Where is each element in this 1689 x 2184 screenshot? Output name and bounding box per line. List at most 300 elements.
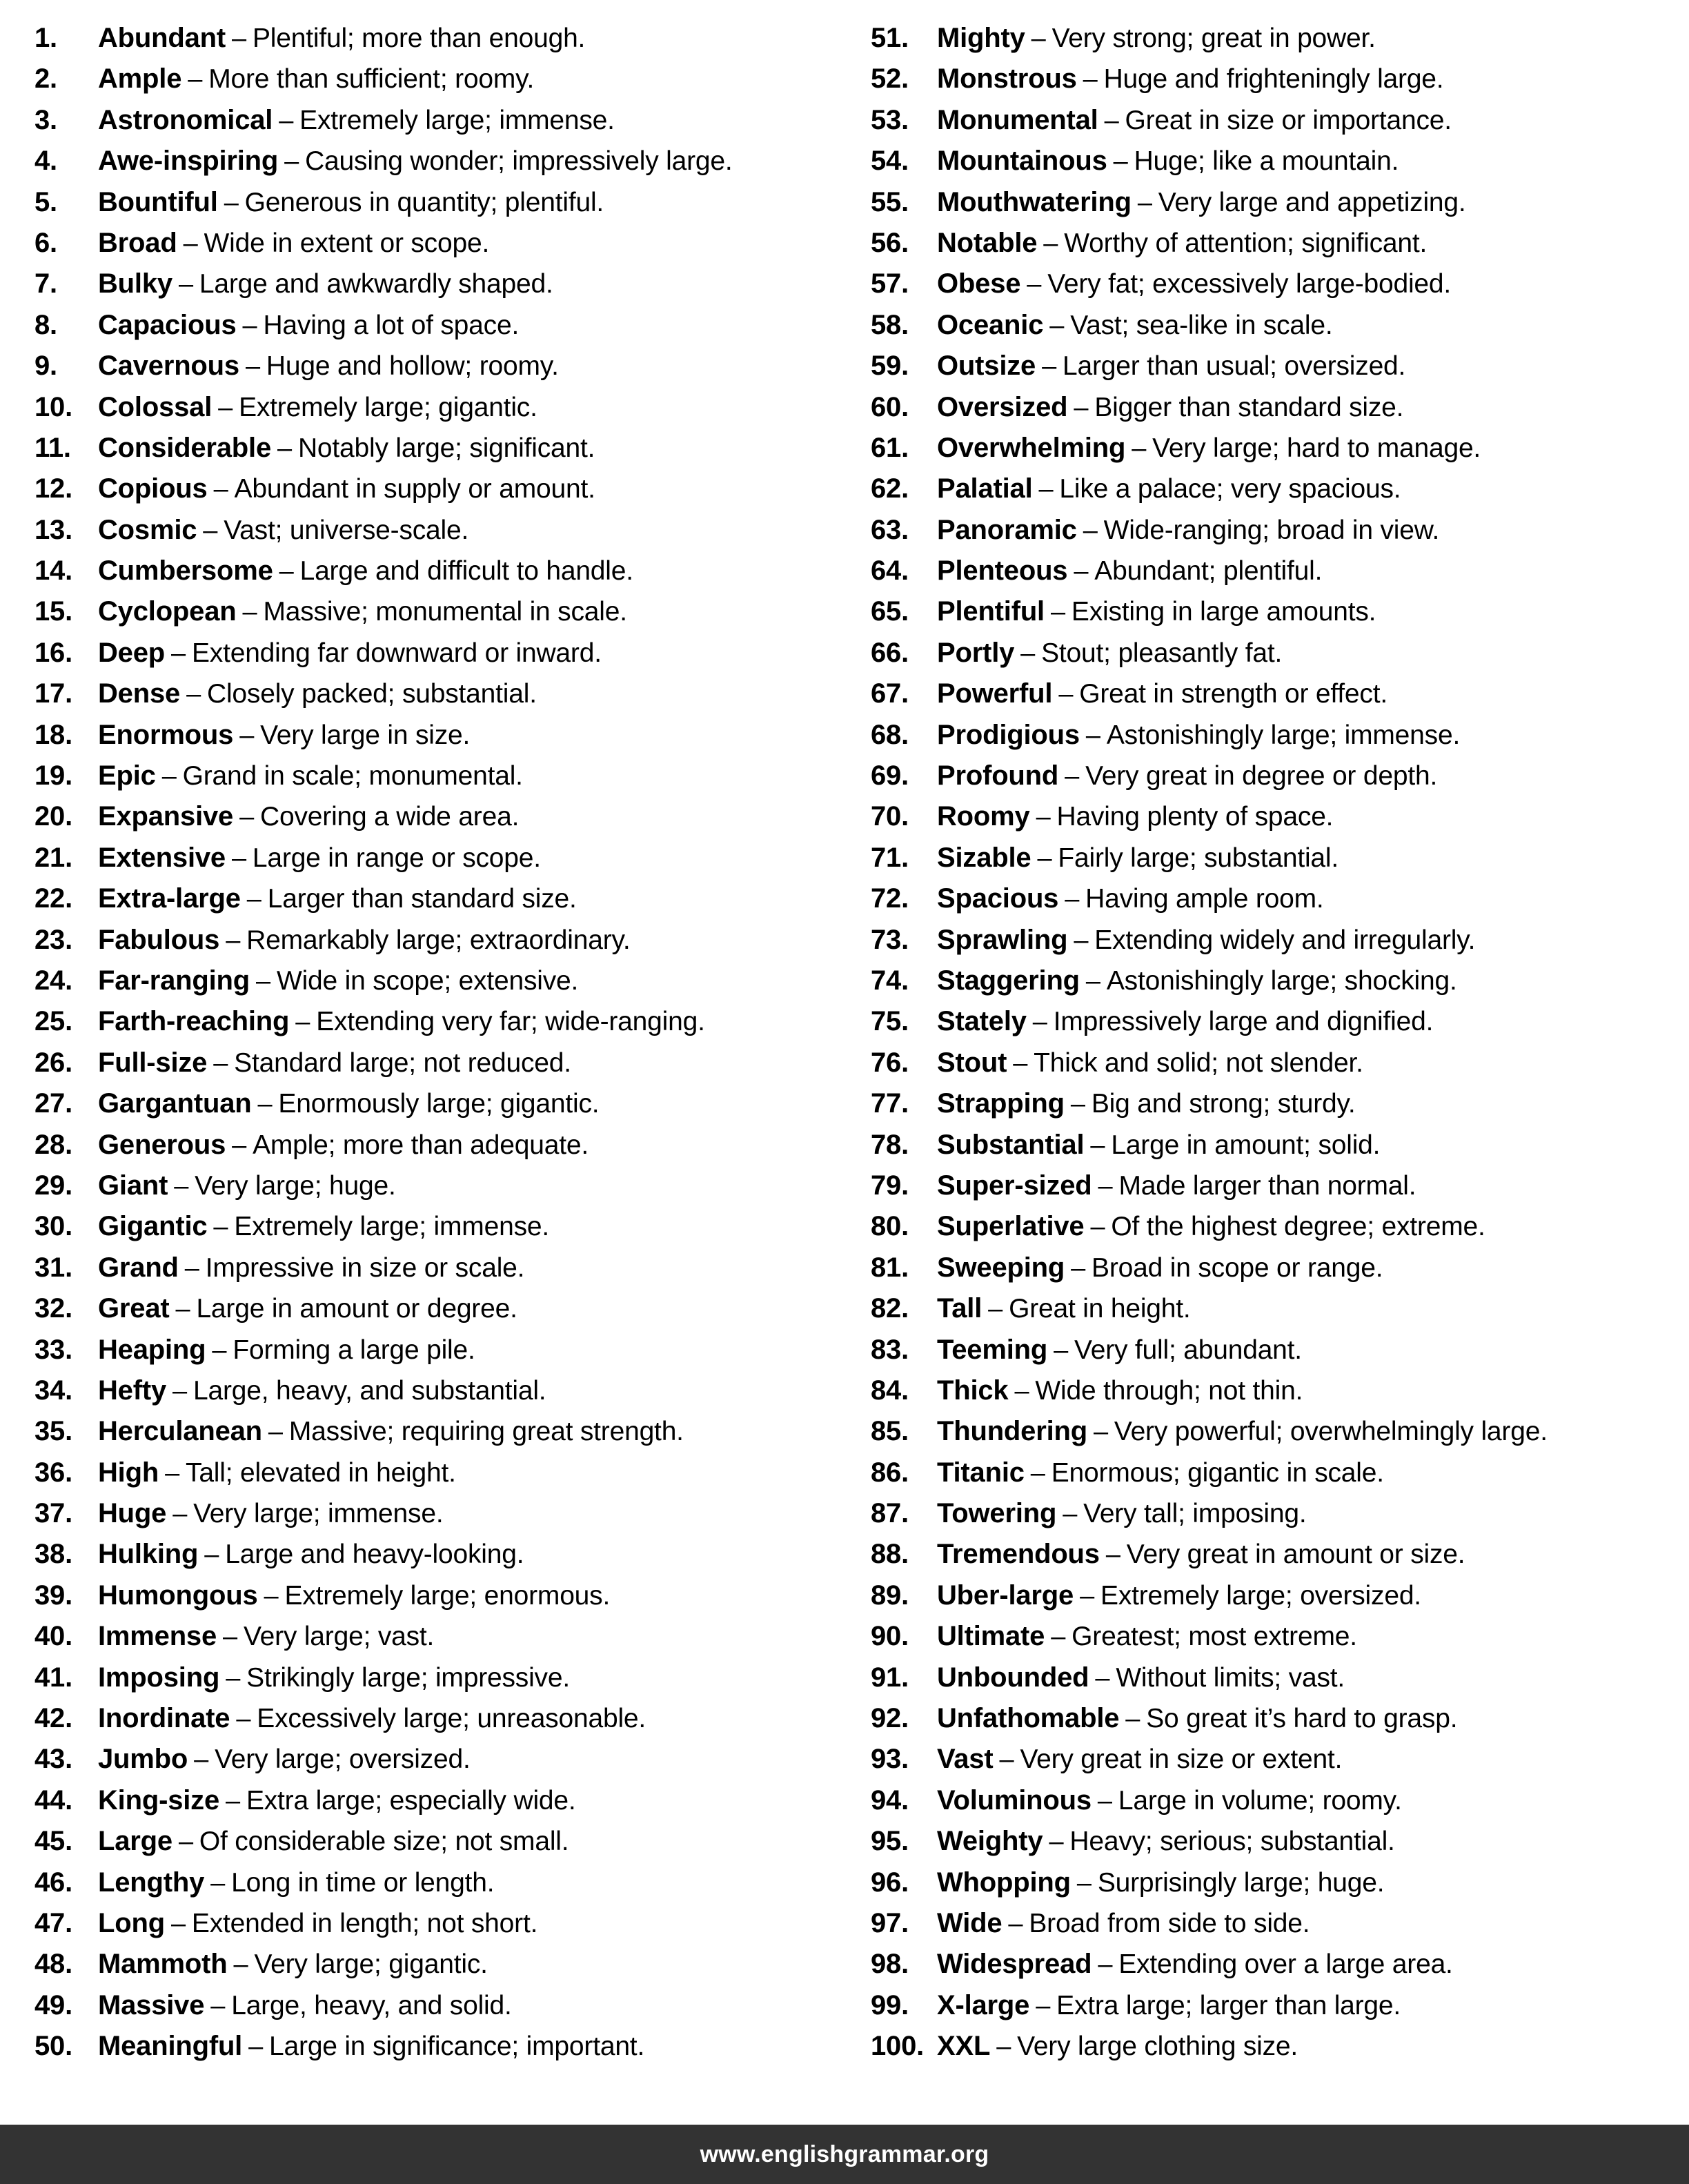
- list-item-number: 82.: [871, 1293, 909, 1324]
- list-item-separator: –: [1076, 1868, 1092, 1898]
- list-item-definition: Standard large; not reduced.: [234, 1047, 571, 1078]
- list-item-number: 83.: [871, 1334, 909, 1365]
- list-item-separator: –: [1097, 1786, 1112, 1816]
- list-item-separator: –: [224, 188, 239, 217]
- list-item-number: 91.: [871, 1662, 909, 1693]
- list-item-definition: Abundant; plentiful.: [1094, 556, 1323, 587]
- list-item-separator: –: [1036, 803, 1051, 832]
- list-item-definition: Very large; oversized.: [215, 1744, 471, 1775]
- list-item-word: Hulking: [98, 1539, 199, 1570]
- list-item: [871, 1165, 1668, 1206]
- list-item-word: Grand: [98, 1252, 179, 1283]
- list-item: [871, 1330, 1668, 1370]
- list-item: [871, 715, 1668, 756]
- list-item-number: 22.: [34, 883, 73, 914]
- list-item-separator: –: [1083, 515, 1098, 545]
- list-item-separator: –: [1095, 1663, 1110, 1693]
- list-item-definition: Wide in extent or scope.: [204, 228, 490, 258]
- list-item-separator: –: [242, 598, 257, 627]
- list-item-separator: –: [1042, 352, 1057, 382]
- list-item-word: Super-sized: [937, 1170, 1092, 1201]
- list-item: [34, 387, 840, 428]
- list-item-number: 16.: [34, 637, 73, 668]
- list-item-number: 13.: [34, 514, 73, 545]
- list-item-definition: Vast; sea-like in scale.: [1070, 310, 1333, 340]
- list-item-definition: Remarkably large; extraordinary.: [246, 925, 631, 955]
- list-item-word: Widespread: [937, 1949, 1092, 1980]
- list-item-separator: –: [236, 1704, 251, 1734]
- list-item-definition: Causing wonder; impressively large.: [305, 146, 733, 177]
- list-item-separator: –: [233, 1950, 248, 1980]
- list-item-word: Tremendous: [937, 1539, 1100, 1570]
- list-item-definition: Very fat; excessively large-bodied.: [1047, 269, 1452, 299]
- list-item: [871, 1616, 1668, 1657]
- list-item-number: 93.: [871, 1744, 909, 1775]
- list-item-separator: –: [184, 1253, 199, 1283]
- list-item-word: Profound: [937, 760, 1059, 791]
- list-item-number: 96.: [871, 1867, 909, 1898]
- list-item-separator: –: [218, 393, 233, 422]
- list-item: [34, 1288, 840, 1329]
- list-item: [34, 1862, 840, 1903]
- list-item-separator: –: [1020, 638, 1036, 668]
- list-item-separator: –: [204, 1540, 219, 1570]
- list-item-number: 48.: [34, 1949, 73, 1980]
- list-item-definition: Enormous; gigantic in scale.: [1051, 1457, 1384, 1488]
- list-item-number: 58.: [871, 309, 909, 340]
- list-item-number: 9.: [34, 351, 57, 382]
- list-item: [34, 961, 840, 1001]
- list-item-number: 78.: [871, 1129, 909, 1160]
- list-item-number: 57.: [871, 268, 909, 299]
- list-item: [34, 1165, 840, 1206]
- list-item-number: 73.: [871, 924, 909, 955]
- list-item-separator: –: [1071, 1253, 1086, 1283]
- list-item-separator: –: [232, 24, 246, 53]
- list-item-separator: –: [1043, 228, 1058, 258]
- list-item-definition: Very large in size.: [260, 720, 471, 750]
- list-item-definition: Extra large; larger than large.: [1056, 1990, 1401, 2020]
- list-item-word: Cavernous: [98, 351, 239, 382]
- list-item-separator: –: [1031, 24, 1046, 53]
- list-item-definition: Having a lot of space.: [263, 310, 520, 340]
- list-item-word: Obese: [937, 268, 1021, 299]
- list-item: [871, 1411, 1668, 1452]
- list-item-definition: Wide through; not thin.: [1035, 1375, 1303, 1406]
- list-item: [871, 796, 1668, 837]
- list-item-definition: Extremely large; immense.: [299, 105, 615, 135]
- list-item: [34, 1370, 840, 1411]
- list-item: [871, 1125, 1668, 1165]
- list-item-definition: Surprisingly large; huge.: [1097, 1867, 1385, 1898]
- list-item-separator: –: [226, 925, 241, 955]
- list-item-definition: Strikingly large; impressive.: [246, 1662, 570, 1693]
- list-item-separator: –: [1032, 1007, 1047, 1037]
- list-item-separator: –: [178, 270, 193, 299]
- list-item-definition: Huge and hollow; roomy.: [266, 351, 559, 382]
- list-item-definition: Excessively large; unreasonable.: [257, 1704, 646, 1734]
- list-item-separator: –: [1137, 188, 1152, 217]
- right-column: [844, 18, 1672, 2078]
- list-item-number: 85.: [871, 1416, 909, 1447]
- list-item-word: Prodigious: [937, 719, 1080, 750]
- list-item-separator: –: [1090, 1130, 1105, 1160]
- list-item-word: Plenteous: [937, 555, 1068, 587]
- list-item-definition: Massive; requiring great strength.: [288, 1417, 684, 1447]
- footer-website-label: www.englishgrammar.org: [700, 2141, 989, 2167]
- list-item-word: Great: [98, 1293, 170, 1324]
- list-item-separator: –: [1051, 1622, 1066, 1652]
- list-item-word: Unfathomable: [937, 1703, 1120, 1734]
- list-item: [871, 141, 1668, 181]
- list-item-word: Abundant: [98, 23, 226, 53]
- list-item-definition: Closely packed; substantial.: [207, 679, 537, 709]
- list-item-separator: –: [999, 1745, 1014, 1775]
- list-item-separator: –: [1049, 311, 1065, 340]
- list-item-definition: Extending over a large area.: [1118, 1949, 1453, 1980]
- footer-bar: [0, 2125, 1689, 2184]
- list-item-definition: Huge; like a mountain.: [1134, 146, 1399, 177]
- list-item-separator: –: [1125, 1704, 1140, 1734]
- list-item-word: High: [98, 1457, 159, 1488]
- list-item: [871, 878, 1668, 919]
- list-item: [34, 346, 840, 386]
- list-item-number: 45.: [34, 1826, 73, 1857]
- list-item-definition: Very great in size or extent.: [1020, 1744, 1343, 1775]
- list-item-number: 63.: [871, 514, 909, 545]
- list-item-definition: Very large; immense.: [193, 1499, 444, 1529]
- list-item: [871, 18, 1668, 59]
- list-item-separator: –: [239, 720, 255, 750]
- list-item: [34, 1616, 840, 1657]
- list-item-separator: –: [1065, 762, 1080, 791]
- list-item: [871, 1739, 1668, 1780]
- list-item-definition: Huge and frighteningly large.: [1103, 64, 1444, 95]
- list-item: [34, 1534, 840, 1575]
- list-item-word: Full-size: [98, 1047, 208, 1078]
- list-item-definition: Without limits; vast.: [1116, 1662, 1345, 1693]
- list-item-definition: Generous in quantity; plentiful.: [244, 187, 604, 217]
- list-item-number: 7.: [34, 268, 57, 299]
- list-item-definition: Extended in length; not short.: [191, 1908, 538, 1938]
- list-item: [871, 1698, 1668, 1739]
- list-item-definition: Large and awkwardly shaped.: [199, 269, 553, 299]
- list-item-number: 70.: [871, 801, 909, 832]
- list-item-definition: Like a palace; very spacious.: [1059, 474, 1401, 504]
- list-item-separator: –: [186, 680, 201, 709]
- list-item-separator: –: [1090, 1212, 1105, 1242]
- list-item-number: 67.: [871, 678, 909, 709]
- list-item-number: 62.: [871, 473, 909, 504]
- list-item-definition: Extremely large; immense.: [234, 1212, 549, 1242]
- list-item: [34, 1493, 840, 1534]
- list-item-word: Spacious: [937, 883, 1059, 914]
- list-item-definition: Very powerful; overwhelmingly large.: [1114, 1417, 1548, 1447]
- list-item-separator: –: [988, 1295, 1003, 1324]
- list-item-separator: –: [183, 228, 198, 258]
- list-item: [34, 1903, 840, 1944]
- list-item-word: Fabulous: [98, 924, 220, 955]
- list-item-separator: –: [1038, 475, 1054, 504]
- list-item-separator: –: [165, 1458, 180, 1488]
- list-item-word: Plentiful: [937, 596, 1045, 627]
- list-item-definition: Ample; more than adequate.: [253, 1130, 589, 1160]
- list-item-separator: –: [1054, 1335, 1069, 1365]
- list-item-number: 86.: [871, 1457, 909, 1488]
- list-item-word: Immense: [98, 1621, 217, 1652]
- list-item: [34, 1575, 840, 1616]
- list-item-separator: –: [279, 557, 294, 587]
- list-item-separator: –: [256, 966, 270, 996]
- list-item-separator: –: [242, 311, 257, 340]
- list-item-number: 21.: [34, 842, 73, 873]
- list-item: [871, 633, 1668, 673]
- list-item: [34, 1001, 840, 1042]
- list-item-definition: Having ample room.: [1085, 884, 1324, 914]
- list-item-word: Epic: [98, 760, 156, 791]
- list-item: [871, 1001, 1668, 1042]
- list-item-separator: –: [223, 1622, 237, 1652]
- list-item-number: 89.: [871, 1580, 909, 1611]
- list-item: [871, 1043, 1668, 1083]
- list-item: [871, 756, 1668, 796]
- list-item: [871, 387, 1668, 428]
- list-item-word: Inordinate: [98, 1703, 230, 1734]
- list-item-number: 34.: [34, 1375, 73, 1406]
- list-item-number: 38.: [34, 1539, 73, 1570]
- list-item-separator: –: [171, 638, 186, 668]
- list-item: [871, 1985, 1668, 2026]
- list-item: [34, 182, 840, 223]
- list-item-number: 8.: [34, 309, 57, 340]
- list-item-definition: Large in amount; solid.: [1111, 1130, 1381, 1160]
- list-item-separator: –: [172, 1499, 188, 1529]
- list-item-definition: Extending far downward or inward.: [191, 638, 602, 668]
- list-item-definition: Big and strong; sturdy.: [1091, 1089, 1356, 1119]
- list-item-definition: Thick and solid; not slender.: [1034, 1047, 1363, 1078]
- list-item-word: Strapping: [937, 1088, 1065, 1119]
- list-item: [34, 1739, 840, 1780]
- list-item-word: Cyclopean: [98, 596, 237, 627]
- list-item-definition: Very large; vast.: [243, 1622, 435, 1652]
- list-item-word: Jumbo: [98, 1744, 188, 1775]
- list-item-word: Awe-inspiring: [98, 146, 279, 177]
- list-item-word: Oceanic: [937, 309, 1044, 340]
- list-item-number: 43.: [34, 1744, 73, 1775]
- list-item-number: 52.: [871, 63, 909, 95]
- list-item-word: Dense: [98, 678, 181, 709]
- list-item-separator: –: [226, 1786, 240, 1816]
- list-item: [871, 1903, 1668, 1944]
- list-item-definition: Larger than standard size.: [267, 884, 577, 914]
- list-item-number: 59.: [871, 351, 909, 382]
- list-item: [34, 428, 840, 469]
- list-item-definition: So great it’s hard to grasp.: [1146, 1704, 1458, 1734]
- list-item-word: Oversized: [937, 391, 1068, 422]
- list-item-separator: –: [1074, 925, 1089, 955]
- list-item: [871, 1453, 1668, 1493]
- list-item: [871, 510, 1668, 551]
- list-item-number: 47.: [34, 1907, 73, 1938]
- list-item: [871, 838, 1668, 878]
- list-item-separator: –: [1037, 843, 1052, 873]
- list-item: [871, 100, 1668, 141]
- list-item: [34, 838, 840, 878]
- list-item-number: 76.: [871, 1047, 909, 1078]
- list-item-word: Cumbersome: [98, 555, 273, 587]
- list-item-definition: Massive; monumental in scale.: [263, 597, 627, 627]
- list-item-number: 3.: [34, 104, 57, 135]
- list-item-word: Panoramic: [937, 514, 1077, 545]
- list-item-number: 92.: [871, 1703, 909, 1734]
- list-item-separator: –: [246, 885, 261, 914]
- list-item-definition: Extremely large; gigantic.: [239, 392, 537, 422]
- list-item-definition: Very tall; imposing.: [1083, 1499, 1307, 1529]
- list-item-word: Monumental: [937, 104, 1098, 135]
- list-item-definition: Having plenty of space.: [1056, 802, 1334, 832]
- list-item-number: 37.: [34, 1498, 73, 1529]
- list-item-separator: –: [1083, 65, 1098, 95]
- list-item: [871, 428, 1668, 469]
- list-item-definition: Abundant in supply or amount.: [234, 474, 595, 504]
- list-item-number: 87.: [871, 1498, 909, 1529]
- list-item-number: 26.: [34, 1047, 73, 1078]
- list-item-definition: Very large clothing size.: [1017, 2031, 1298, 2062]
- list-item-definition: Large in range or scope.: [252, 843, 541, 873]
- list-item: [34, 1330, 840, 1370]
- list-item-separator: –: [264, 1581, 279, 1611]
- list-item: [871, 1534, 1668, 1575]
- list-item-separator: –: [210, 1991, 226, 2020]
- list-item-separator: –: [1080, 1581, 1094, 1611]
- list-item-separator: –: [188, 65, 203, 95]
- list-item-definition: Very great in degree or depth.: [1085, 761, 1438, 791]
- list-item-definition: Existing in large amounts.: [1071, 597, 1376, 627]
- list-item-definition: Grand in scale; monumental.: [182, 761, 523, 791]
- list-item-definition: Extremely large; enormous.: [284, 1580, 611, 1611]
- list-item-word: Mammoth: [98, 1949, 228, 1980]
- list-item-word: Enormous: [98, 719, 234, 750]
- list-item-number: 25.: [34, 1006, 73, 1037]
- list-item-definition: Large in volume; roomy.: [1118, 1785, 1402, 1816]
- list-item-word: Expansive: [98, 801, 234, 832]
- list-item-definition: Extra large; especially wide.: [246, 1785, 576, 1816]
- list-item-number: 99.: [871, 1989, 909, 2020]
- list-item-word: Cosmic: [98, 514, 197, 545]
- list-item: [34, 1985, 840, 2026]
- list-item-word: Giant: [98, 1170, 168, 1201]
- list-item-definition: Of considerable size; not small.: [199, 1827, 569, 1857]
- list-item-number: 18.: [34, 719, 73, 750]
- list-item-separator: –: [203, 515, 218, 545]
- list-item: [871, 346, 1668, 386]
- list-item-word: Imposing: [98, 1662, 220, 1693]
- list-item: [871, 264, 1668, 304]
- list-item: [871, 1206, 1668, 1247]
- list-item-separator: –: [232, 1130, 247, 1160]
- list-item-number: 24.: [34, 965, 73, 996]
- list-item-number: 55.: [871, 186, 909, 217]
- list-item: [34, 1206, 840, 1247]
- list-item: [34, 2026, 840, 2067]
- list-item-word: Farth-reaching: [98, 1006, 290, 1037]
- list-item: [34, 59, 840, 99]
- list-item-definition: Larger than usual; oversized.: [1063, 351, 1406, 382]
- list-item-definition: Wide in scope; extensive.: [276, 965, 579, 996]
- list-item-definition: Fairly large; substantial.: [1058, 843, 1339, 873]
- list-item: [34, 756, 840, 796]
- list-item-definition: Long in time or length.: [231, 1867, 495, 1898]
- list-item-word: Staggering: [937, 965, 1080, 996]
- list-item: [34, 551, 840, 591]
- list-item-number: 1.: [34, 23, 57, 53]
- list-item-number: 84.: [871, 1375, 909, 1406]
- list-item-word: Thick: [937, 1375, 1009, 1406]
- list-item-definition: Very great in amount or size.: [1126, 1539, 1465, 1570]
- list-item-word: Huge: [98, 1498, 167, 1529]
- list-item-word: Sizable: [937, 842, 1031, 873]
- list-item-number: 72.: [871, 883, 909, 914]
- list-item-separator: –: [1063, 1499, 1078, 1529]
- list-item-separator: –: [1098, 1950, 1113, 1980]
- list-item-number: 95.: [871, 1826, 909, 1857]
- list-item: [871, 469, 1668, 509]
- list-item: [871, 1944, 1668, 1985]
- list-item-word: Considerable: [98, 432, 271, 463]
- list-item-word: Colossal: [98, 391, 213, 422]
- list-item-number: 42.: [34, 1703, 73, 1734]
- list-item-word: Gargantuan: [98, 1088, 252, 1119]
- list-item-separator: –: [245, 352, 260, 382]
- list-item-word: Mouthwatering: [937, 186, 1132, 217]
- list-item-word: Monstrous: [937, 63, 1077, 95]
- list-item-separator: –: [161, 762, 177, 791]
- list-item-definition: Vast; universe-scale.: [224, 515, 469, 545]
- list-item: [34, 673, 840, 714]
- list-item-number: 35.: [34, 1416, 73, 1447]
- list-item: [34, 920, 840, 961]
- list-item-separator: –: [174, 1171, 189, 1201]
- list-item-number: 64.: [871, 555, 909, 587]
- list-item-separator: –: [295, 1007, 310, 1037]
- list-item-definition: Stout; pleasantly fat.: [1041, 638, 1283, 668]
- list-item-separator: –: [1085, 966, 1100, 996]
- list-item-definition: Very strong; great in power.: [1051, 23, 1376, 53]
- list-item-definition: Large and difficult to handle.: [299, 556, 633, 587]
- list-item-definition: Worthy of attention; significant.: [1064, 228, 1428, 258]
- list-item-separator: –: [1058, 680, 1074, 709]
- list-item-number: 27.: [34, 1088, 73, 1119]
- list-item-definition: Plentiful; more than enough.: [252, 23, 586, 53]
- list-item-word: Hefty: [98, 1375, 167, 1406]
- list-item-number: 90.: [871, 1621, 909, 1652]
- list-item-separator: –: [175, 1295, 190, 1324]
- list-item-separator: –: [1036, 1991, 1051, 2020]
- list-item-number: 75.: [871, 1006, 909, 1037]
- list-item: [34, 510, 840, 551]
- list-item: [34, 1780, 840, 1821]
- list-item-definition: Large, heavy, and substantial.: [192, 1375, 546, 1406]
- list-item-word: Massive: [98, 1989, 205, 2020]
- list-item-number: 2.: [34, 63, 57, 95]
- list-item: [34, 1821, 840, 1862]
- list-item-separator: –: [178, 1827, 193, 1857]
- list-item-number: 79.: [871, 1170, 909, 1201]
- list-item-word: Notable: [937, 227, 1038, 258]
- list-item-separator: –: [1132, 433, 1147, 463]
- list-item: [34, 715, 840, 756]
- list-item-word: Long: [98, 1907, 165, 1938]
